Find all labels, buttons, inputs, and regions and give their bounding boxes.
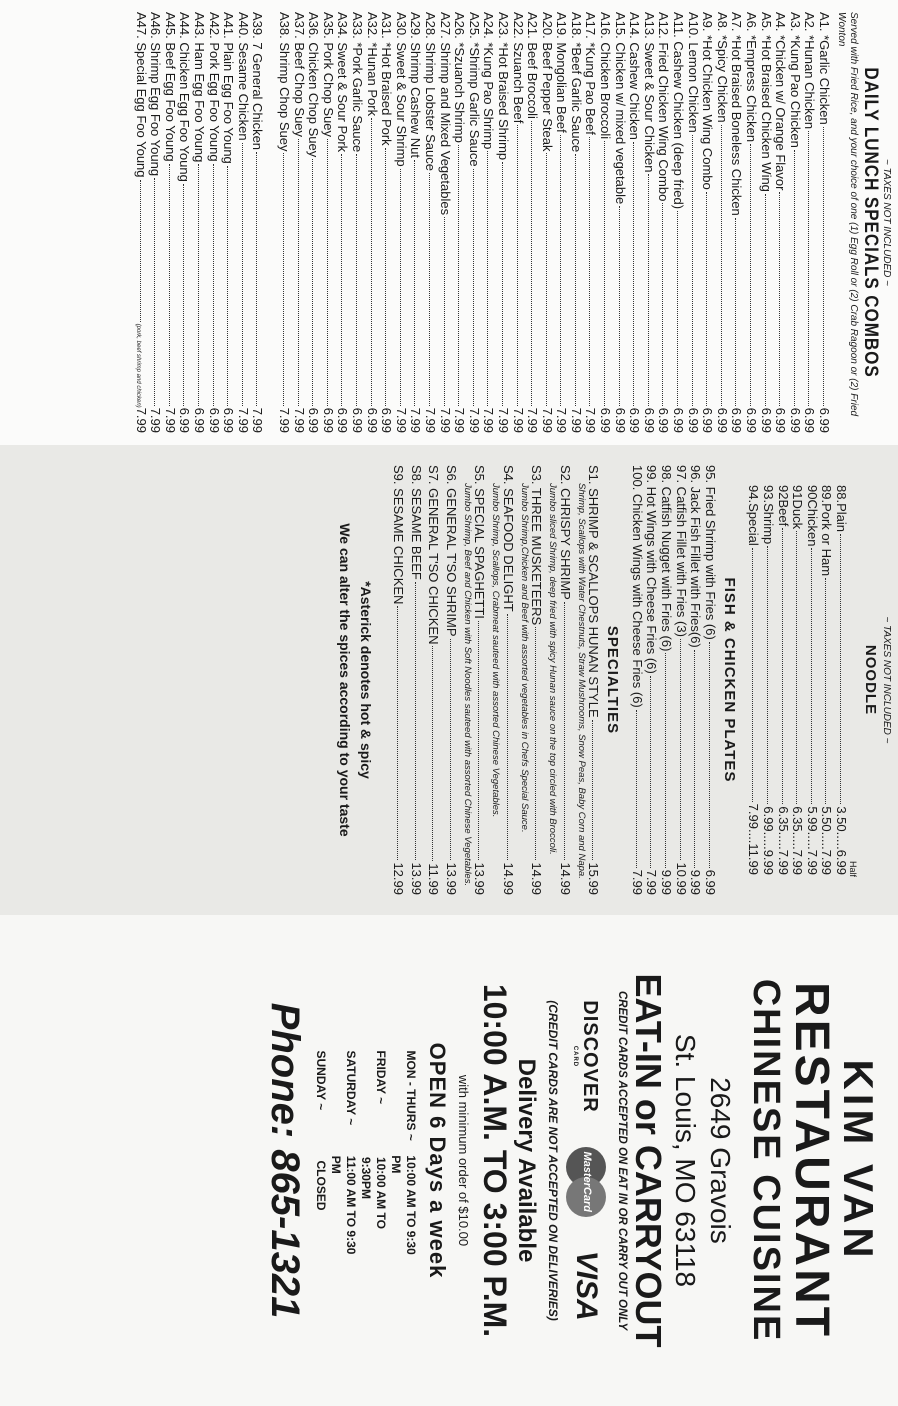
lunch-specials-panel — [0, 0, 898, 445]
hours-row — [328, 1051, 358, 1271]
item-name: S2. CHRISPY SHRIMP — [557, 465, 573, 600]
menu-item — [804, 485, 819, 875]
item-name: A27. Shrimp and Mixed Vegetables — [437, 12, 453, 216]
menu-item — [466, 12, 481, 433]
menu-item — [335, 12, 350, 433]
item-name: A20. Beef Pepper Steak — [539, 12, 555, 152]
menu-item — [408, 465, 423, 895]
item-price: 11.99 — [426, 863, 442, 895]
item-price: 14.99 — [500, 862, 516, 895]
half-label: Half — [848, 860, 858, 877]
menu-item — [816, 12, 831, 433]
item-price: 7.99 — [644, 869, 660, 895]
menu-item — [452, 12, 467, 433]
menu-item — [529, 465, 544, 895]
menu-item — [773, 12, 788, 433]
business-hours — [313, 1051, 418, 1271]
item-name: A19. Mongolian Beef — [554, 12, 570, 133]
item-price: 6.99 — [192, 407, 208, 433]
menu-item — [481, 12, 496, 433]
item-name: A4. *Chicken w/ Orange Flavor — [773, 12, 789, 191]
menu-item — [670, 12, 685, 433]
menu-item — [250, 12, 265, 433]
fish-list — [629, 445, 717, 915]
hours-time: CLOSED — [313, 1160, 328, 1211]
item-name: A10. Lemon Chicken — [685, 12, 701, 133]
item-name: A36. Chicken Chop Suey — [306, 12, 322, 158]
item-price: 6.99 — [729, 407, 745, 433]
item-name: 88.Plain — [834, 485, 849, 532]
item-description: Jumbo Shrimp, Scallops, Crabmeat sauteed with assorted Chinese Vegetables. — [490, 483, 502, 818]
open-days: OPEN 6 Days a week — [424, 1042, 450, 1279]
menu-item — [775, 485, 790, 875]
menu-item — [364, 12, 379, 433]
item-name: A37. Beef Chop Suey — [291, 12, 307, 138]
delivery-hours: 10:00 A.M. TO 3:00 P.M. — [477, 983, 514, 1338]
item-price: 6.99 — [714, 407, 730, 433]
item-price: 6.99 — [758, 407, 774, 433]
menu-item — [393, 12, 408, 433]
menu-item — [790, 485, 805, 875]
menu-item — [320, 12, 335, 433]
hours-day: MON - THURS ~ — [403, 1050, 418, 1141]
item-price: 6.99 — [802, 407, 818, 433]
item-name: A8. *Spicy Chicken — [714, 12, 730, 123]
menu-item — [206, 12, 221, 433]
item-price: 7.99 — [250, 407, 266, 433]
item-price: 14.99 — [557, 862, 573, 895]
item-description: Jumbo sliced Shrimp, deep fried with spicy Hunan sauce on the top circled with Broccoli. — [547, 483, 559, 855]
item-name: S8. SESAME BEEF — [408, 465, 424, 580]
item-name: A30. Sweet & Sour Shrimp — [393, 12, 409, 167]
item-price: 6.35.....7.99 — [790, 806, 806, 875]
menu-item — [658, 465, 673, 895]
menu-item — [472, 465, 487, 895]
item-price: 7.99 — [525, 407, 541, 433]
menu-item — [130, 12, 148, 433]
menu-item — [408, 12, 423, 433]
item-name: A40. Sesame Chicken — [235, 12, 251, 141]
item-price: 6.99 — [306, 407, 322, 433]
item-name: A41. Plain Egg Foo Young — [221, 12, 237, 164]
item-name: A11. Cashew Chicken (deep fried) — [671, 12, 687, 210]
menu-item — [500, 465, 515, 895]
item-price: 7.99 — [568, 407, 584, 433]
menu-item — [437, 12, 452, 433]
hours-day: SATURDAY ~ — [343, 1050, 358, 1126]
cuisine-label: CHINESE CUISINE — [744, 978, 787, 1343]
spice-notes — [334, 445, 376, 915]
menu-item — [583, 12, 598, 433]
item-name: 95. Fried Shrimp with Fries (6) — [702, 465, 718, 640]
item-name: A45. Beef Egg Foo Young — [162, 12, 178, 162]
hours-row — [388, 1051, 418, 1271]
hours-time: 10:00 AM TO 9:30PM — [358, 1156, 388, 1229]
menu-item — [291, 12, 306, 433]
menu-item — [685, 12, 700, 433]
menu-item — [656, 12, 671, 433]
menu-item — [802, 12, 817, 433]
item-name: A42. Pork Egg Foo Young — [206, 12, 222, 162]
item-name: A28. Shrimp Lobster Sauce — [422, 12, 438, 171]
item-name: A23. *Hot Braised Shrimp — [495, 12, 511, 161]
discover-sub: CARD — [571, 1045, 578, 1068]
item-name: 98. Catfish Nugget with Fries (6) — [659, 465, 675, 652]
item-price: 13.99 — [443, 862, 459, 895]
restaurant-name: KIM VAN — [835, 1059, 882, 1262]
hours-row — [313, 1051, 328, 1271]
menu-item — [422, 12, 437, 433]
item-price: 6.99.....9.99 — [761, 806, 777, 875]
item-price: 7.99 — [539, 407, 555, 433]
menu-item — [426, 465, 441, 895]
item-name: A17. *Kung Pao Beef — [583, 12, 599, 135]
item-price: 6.99 — [612, 407, 628, 433]
item-price: 10.99 — [673, 862, 689, 895]
item-price: 6.99 — [177, 407, 193, 433]
asterisk-note: *Asterick denotes hot & spicy — [358, 581, 375, 779]
item-name: A14. Cashew Chicken — [627, 12, 643, 140]
menu-item — [760, 485, 775, 875]
item-name: A32. *Hunan Pork — [364, 12, 380, 117]
item-name: A15. Chicken w/ mixed vegetable — [612, 12, 628, 205]
menu-item — [819, 485, 834, 875]
item-name: S5. SPECIAL SPAGHETTI — [472, 465, 488, 619]
credit-card-logos — [566, 915, 606, 1406]
lunch-subtitle: Served with Fried Rice, and your choice of one (1) Egg Roll or (2) Crab Ragoon or (2) Fried Wonton — [836, 12, 859, 417]
item-name: A46. Shrimp Egg Foo Young — [148, 12, 164, 177]
hours-day: FRIDAY ~ — [373, 1050, 388, 1105]
item-price: 7.99 — [481, 407, 497, 433]
item-price: 6.99 — [700, 407, 716, 433]
item-name: A1. *Garlic Chicken — [817, 12, 832, 125]
item-name: 89.Pork or Ham — [819, 485, 835, 577]
menu-item — [714, 12, 729, 433]
item-price: 6.99 — [773, 407, 789, 433]
no-delivery-cc-note: (CREDIT CARDS ARE NOT ACCEPTED ON DELIVERIES) — [546, 1000, 561, 1321]
minimum-order: with minimum order of $10.00 — [455, 1074, 471, 1247]
item-price: 7.99 — [437, 407, 453, 433]
item-name: 92Beef — [775, 485, 791, 527]
item-price: 7.99 — [510, 407, 526, 433]
menu-item — [568, 12, 583, 433]
item-price: 6.99 — [364, 407, 380, 433]
item-price: 6.99 — [379, 407, 395, 433]
item-name: A29. Shrimp Cashew Nut — [408, 12, 424, 158]
item-name: A22. Szuanch Beef — [510, 12, 526, 124]
tax-note: ~ TAXES NOT INCLUDED ~ — [881, 616, 892, 744]
eat-in-carryout: EAT-IN or CARRYOUT — [627, 973, 669, 1348]
phone-number: Phone: 865-1321 — [262, 1002, 307, 1319]
menu-item — [191, 12, 206, 433]
item-name: S4. SEAFOOD DELIGHT — [500, 465, 516, 612]
delivery-available: Delivery Available — [513, 1058, 541, 1263]
credit-card-note: CREDIT CARDS ACCEPTED ON EAT IN OR CARRY OUT ONLY — [616, 990, 629, 1331]
cover-panel — [0, 915, 898, 1406]
item-price: 6.35.....7.99 — [775, 806, 791, 875]
item-name: A38. Shrimp Chop Suey — [277, 12, 293, 152]
noodle-title: NOODLE — [862, 644, 879, 716]
item-name: A34. Sweet & Sour Pork — [335, 12, 351, 153]
item-price: 7.99....11.99 — [746, 803, 762, 875]
menu-item — [525, 12, 540, 433]
item-price: 7.99 — [277, 407, 293, 433]
menu-item — [349, 12, 364, 433]
item-name: A26. *Szuanch Shrimp — [452, 12, 468, 143]
menu-item — [673, 465, 688, 895]
item-price: 6.99 — [656, 407, 672, 433]
menu-item — [700, 12, 715, 433]
fish-title: FISH & CHICKEN PLATES — [720, 577, 738, 783]
item-name: A6. *Empress Chicken — [744, 12, 760, 143]
item-price: 6.99 — [702, 869, 718, 895]
item-price: 14.99 — [529, 862, 545, 895]
item-price: 6.99 — [627, 407, 643, 433]
item-description: Jumbo Shrimp,Chicken and Beef with assorted vegetables in Chefs Special Sauce. — [518, 483, 530, 833]
item-price: 7.99 — [393, 407, 409, 433]
item-name: 94.Special — [746, 485, 762, 546]
item-name: A39. 7 General Chicken — [250, 12, 266, 151]
noodle-specialties-panel — [0, 445, 898, 915]
item-name: A13. Sweet & Sour Chicken — [641, 12, 657, 173]
restaurant-word: RESTAURANT — [784, 981, 838, 1340]
menu-item — [495, 12, 510, 433]
item-name: A18. *Beef Garlic Sauce — [568, 12, 584, 153]
item-price: 6.99 — [787, 407, 803, 433]
menu-item — [833, 485, 848, 875]
item-price: 7.99 — [583, 407, 599, 433]
item-name: A5. *Hot Braised Chicken Wing — [758, 12, 774, 192]
hours-time: 11:00 AM TO 9:30 PM — [328, 1155, 358, 1255]
item-name: A7. *Hot Braised Boneless Chicken — [729, 12, 745, 216]
item-price: 6.99 — [598, 407, 614, 433]
item-name: A9. *Hot Chicken Wing Combo — [700, 12, 716, 190]
item-name: 93.Shrimp — [761, 485, 777, 545]
noodle-list — [746, 445, 848, 915]
mastercard-text: MasterCard — [581, 1151, 594, 1212]
menu-item — [758, 12, 773, 433]
item-price: 7.99 — [408, 407, 424, 433]
discover-text: DISCOVER — [578, 1000, 601, 1113]
item-price: 12.99 — [390, 862, 406, 895]
menu-item — [641, 12, 656, 433]
item-price: 15.99 — [586, 862, 602, 895]
menu-item — [235, 12, 250, 433]
menu-item — [539, 12, 554, 433]
item-price: 6.99 — [335, 407, 351, 433]
item-description: Jumbo Shrimp, Beef and Chicken with Soft Noodles sauteed with assorted Chinese Vegetables. — [461, 483, 473, 887]
item-name: 100. Chicken Wings with Cheese Fries (6) — [629, 465, 645, 708]
discover-logo — [572, 1000, 601, 1112]
item-name: S3. THREE MUSKETEERS — [529, 465, 545, 626]
item-price: 7.99 — [162, 407, 178, 433]
menu-item — [390, 465, 405, 895]
menu-item — [148, 12, 163, 433]
city-address: St. Louis, MO 63118 — [669, 1033, 701, 1288]
item-name: S6. GENERAL T'SO SHRIMP — [443, 465, 459, 637]
lunch-items-list — [276, 0, 831, 445]
item-price: 7.99 — [466, 407, 482, 433]
menu-item — [644, 465, 659, 895]
menu-item — [510, 12, 525, 433]
item-name: 90Chicken — [804, 485, 820, 547]
menu-item — [586, 465, 601, 895]
item-name: 96. Jack Fish Fillet with Fries(6) — [688, 465, 704, 648]
menu-item — [787, 12, 802, 433]
item-name: A43. Ham Egg Foo Young — [192, 12, 208, 163]
visa-logo: VISA — [570, 1250, 604, 1321]
hours-day: SUNDAY ~ — [313, 1050, 328, 1111]
menu-item — [221, 12, 236, 433]
item-name: S9. SESAME CHICKEN — [390, 465, 406, 605]
item-price: 5.99.....7.99 — [804, 806, 820, 875]
item-note: (pork, beef shrimp and chicken) — [134, 323, 141, 408]
menu-item — [688, 465, 703, 895]
menu-item — [306, 12, 321, 433]
menu-item — [627, 12, 642, 433]
item-name: A33. *Pork Garlic Sauce — [350, 12, 365, 153]
menu-item — [598, 12, 613, 433]
menu-item — [554, 12, 569, 433]
item-name: A16. Chicken Broccoli — [598, 12, 614, 140]
tax-note: ~ TAXES NOT INCLUDED ~ — [881, 158, 892, 287]
item-price: 6.99 — [671, 407, 687, 433]
item-price: 13.99 — [472, 862, 488, 895]
item-name: A47. Special Egg Foo Young — [133, 12, 149, 178]
item-price: 7.99 — [554, 407, 570, 433]
menu-item — [557, 465, 572, 895]
item-price: 7.99 — [452, 407, 468, 433]
item-name: A31. *Hot Braised Pork — [379, 12, 395, 146]
menu-item — [162, 12, 177, 433]
menu-item — [379, 12, 394, 433]
item-price: 7.99 — [148, 407, 164, 433]
mastercard-logo — [566, 1147, 606, 1217]
menu-item — [746, 485, 761, 875]
item-price: 9.99 — [659, 869, 675, 895]
item-price: 7.99 — [495, 407, 511, 433]
alter-note: We can alter the spices according to your taste — [337, 523, 354, 837]
specialties-list — [390, 445, 600, 915]
item-price: 6.99 — [350, 407, 365, 433]
menu-item — [743, 12, 758, 433]
lunch-items-list-2 — [130, 0, 264, 445]
street-address: 2649 Gravois — [704, 1077, 736, 1244]
item-price: 7.99 — [133, 407, 149, 433]
item-name: A2. *Hunan Chicken — [802, 12, 818, 130]
hours-time: 10:00 AM TO 9:30 PM — [388, 1155, 418, 1255]
menu-item — [702, 465, 717, 895]
item-name: 99. Hot Wings with Cheese Fries (6) — [644, 465, 660, 674]
item-name: S1. SHRIMP & SCALLOPS HUNAN STYLE — [586, 465, 602, 718]
item-price: 6.99 — [206, 407, 222, 433]
item-price: 6.99 — [817, 407, 832, 433]
item-price: 6.99 — [641, 407, 657, 433]
item-price: 6.99 — [320, 407, 336, 433]
item-price: 7.99 — [422, 407, 438, 433]
item-price: 9.99 — [688, 869, 704, 895]
menu-item — [276, 12, 291, 433]
item-price: 7.99 — [629, 869, 645, 895]
menu-item — [612, 12, 627, 433]
item-name: A21. Beef Broccoli — [525, 12, 541, 119]
item-price: 13.99 — [408, 862, 424, 895]
item-name: A12. Fried Chicken Wing Combo — [656, 12, 672, 202]
item-price: 7.99 — [291, 407, 307, 433]
item-price: 7.99 — [235, 407, 251, 433]
menu-item — [729, 12, 744, 433]
menu-item — [443, 465, 458, 895]
item-name: S7. GENERAL T'SO CHICKEN — [426, 465, 442, 645]
item-description: Shrimp, Scallops with Water Chestnuts, Straw Mushrooms, Snow Peas, Baby Corn and Napa. — [575, 483, 587, 879]
item-name: A24. *Kung Pao Shrimp — [481, 12, 497, 150]
menu-item — [629, 465, 644, 895]
item-price: 5.50.....7.99 — [819, 806, 835, 875]
item-name: A35. Pork Chop Suey — [320, 12, 336, 138]
specialties-title: SPECIALTIES — [604, 625, 622, 735]
item-price: 6.99 — [744, 407, 760, 433]
item-price: 6.99 — [221, 407, 237, 433]
item-name: A44. Chicken Egg Foo Young — [177, 12, 193, 182]
item-name: A25. *Shrimp Garlic Sauce — [466, 12, 482, 167]
item-name: A3. *Kung Pao Chicken — [787, 12, 803, 148]
item-name: 97. Catfish Fillet with Fries (3) — [673, 465, 689, 637]
menu-item — [177, 12, 192, 433]
item-price: 6.99 — [685, 407, 701, 433]
hours-row — [358, 1051, 388, 1271]
item-name: 91Duck — [790, 485, 806, 530]
lunch-title: DAILY LUNCH SPECIALS COMBOS — [860, 67, 881, 378]
item-price: 3.50.....6.99 — [834, 806, 849, 875]
